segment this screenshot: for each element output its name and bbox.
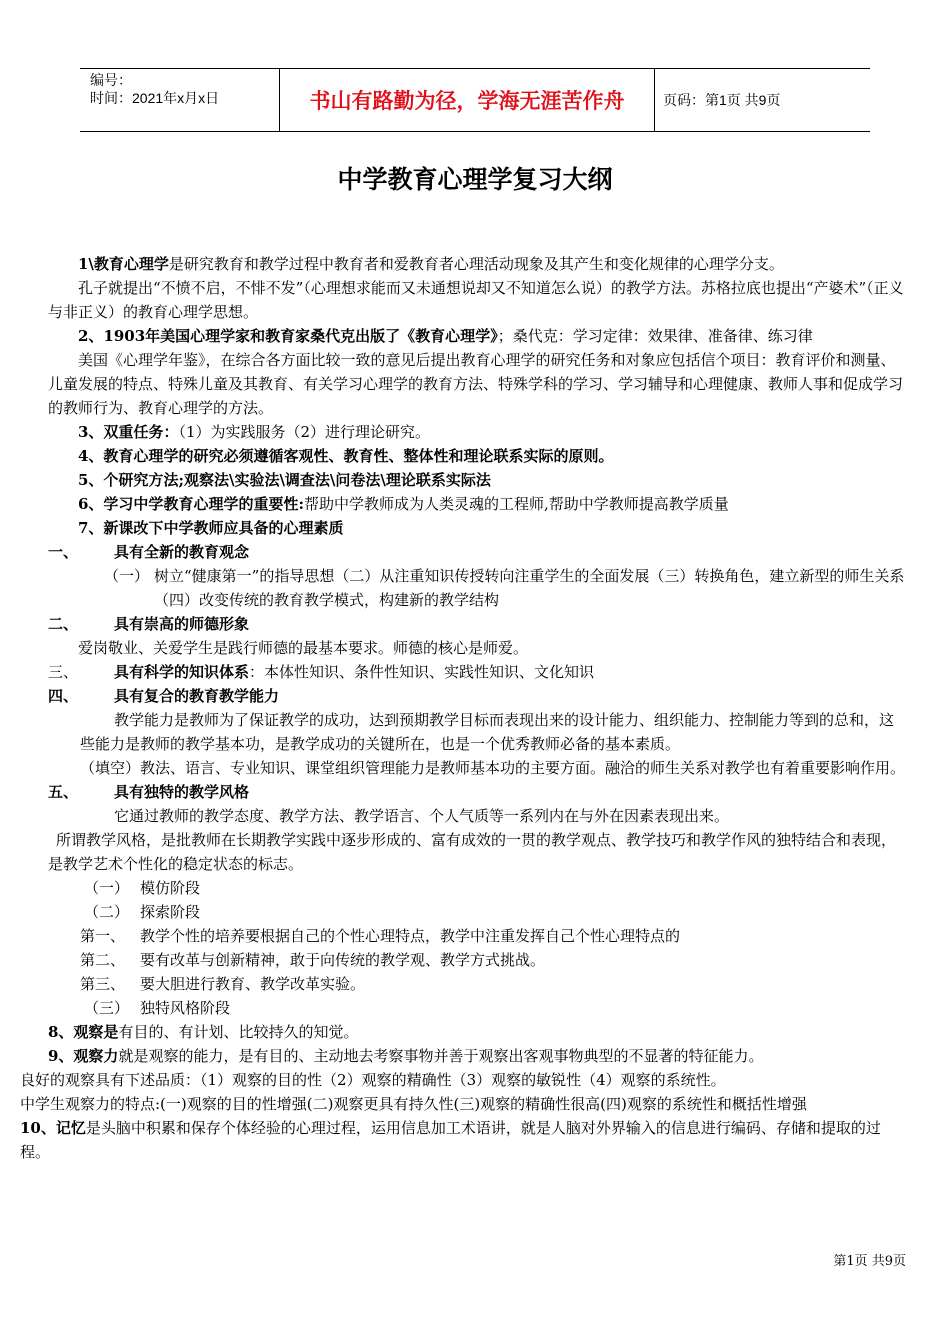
text: ；桑代克：学习定律：效果律、准备律、练习律 <box>497 327 813 345</box>
text: 是研究教育和教学过程中教育者和爱教育者心理活动现象及其产生和变化规律的心理学分支。 <box>168 255 784 273</box>
paragraph: 爱岗敬业、关爱学生是践行师德的最基本要求。师德的核心是师爱。 <box>78 639 529 657</box>
paragraph <box>48 252 908 276</box>
list-item <box>48 876 908 900</box>
section-heading <box>48 780 908 804</box>
term: 2、1903年美国心理学家和教育家桑代克出版了《教育心理学》 <box>78 327 498 345</box>
paragraph <box>48 420 908 444</box>
paragraph <box>48 1020 908 1044</box>
paragraph: 所谓教学风格，是批教师在长期教学实践中逐步形成的、富有成效的一贯的教学观点、教学技巧和教学作风的独特结合和表现，是教学艺术个性化的稳定状态的标志。 <box>48 831 897 873</box>
document-body <box>20 252 908 1164</box>
paragraph <box>48 1044 908 1068</box>
paragraph: 4、教育心理学的研究必须遵循客观性、教育性、整体性和理论联系实际的原则。 <box>78 447 614 465</box>
section-number: 一、 <box>48 543 79 561</box>
item-text: 教学个性的培养要根据自己的个性心理特点，教学中注重发挥自己个性心理特点的 <box>140 927 681 945</box>
time-label: 时间：2021年x月x日 <box>90 90 220 106</box>
term: 9、观察力 <box>48 1047 119 1065</box>
paragraph <box>20 1116 908 1164</box>
item-text: 模仿阶段 <box>140 879 201 897</box>
item-number: （一） <box>104 567 150 585</box>
section-number: 四、 <box>48 687 79 705</box>
header-motto: 书山有路勤为径，学海无涯苦作舟 <box>280 69 655 131</box>
paragraph: 中学生观察力的特点:(一)观察的目的性增强(二)观察更具有持久性(三)观察的精确性很高(四)观察的系统性和概括性增强 <box>20 1095 807 1113</box>
item-number: （二） <box>84 903 130 921</box>
item-text: 独特风格阶段 <box>140 999 231 1017</box>
item-text: 树立“健康第一”的指导思想（二）从注重知识传授转向注重学生的全面发展（三）转换角色，建立新型的师生关系（四）改变传统的教育教学模式，构建新的教学结构 <box>154 567 905 609</box>
section-title: 具有独特的教学风格 <box>114 783 250 801</box>
section-heading <box>48 612 908 636</box>
list-item <box>48 564 908 612</box>
text: （1）为实践服务（2）进行理论研究。 <box>178 423 431 441</box>
text: 就是观察的能力，是有目的、主动地去考察事物并善于观察出客观事物典型的不显著的特征能力。 <box>118 1047 764 1065</box>
section-heading <box>48 684 908 708</box>
term: 3、双重任务： <box>78 423 179 441</box>
item-number: 第一、 <box>80 927 126 945</box>
item-number: 第二、 <box>80 951 126 969</box>
section-title: 具有科学的知识体系 <box>114 663 250 681</box>
page-title: 中学教育心理学复习大纲 <box>337 165 613 194</box>
term: 1\教育心理学 <box>78 255 169 273</box>
text: ：本体性知识、条件性知识、实践性知识、文化知识 <box>249 663 595 681</box>
paragraph: 教学能力是教师为了保证教学的成功，达到预期教学目标而表现出来的设计能力、组织能力、控制能力等到的总和，这些能力是教师的教学基本功，是教学成功的关键所在，也是一个优秀教师必备的基本素质。 <box>80 711 895 753</box>
paragraph <box>48 492 908 516</box>
header-meta <box>80 69 280 131</box>
term: 6、学习中学教育心理学的重要性: <box>78 495 304 513</box>
item-text: 探索阶段 <box>140 903 201 921</box>
text: 帮助中学教师成为人类灵魂的工程师,帮助中学教师提高教学质量 <box>303 495 729 513</box>
paragraph: 良好的观察具有下述品质：（1）观察的目的性（2）观察的精确性（3）观察的敏锐性（4）观察的系统性。 <box>20 1071 726 1089</box>
page-header <box>80 68 870 132</box>
section-heading <box>48 540 908 564</box>
list-item <box>48 924 908 948</box>
list-item <box>48 948 908 972</box>
section-number: 五、 <box>48 783 79 801</box>
item-number: 第三、 <box>80 975 126 993</box>
paragraph: 5、个研究方法;观察法\实验法\调查法\问卷法\理论联系实际法 <box>78 471 491 489</box>
paragraph: 7、新课改下中学教师应具备的心理素质 <box>78 519 344 537</box>
list-item <box>48 996 908 1020</box>
section-title: 具有崇高的师德形象 <box>114 615 250 633</box>
list-item <box>48 972 908 996</box>
number-label: 编号： <box>90 72 132 88</box>
page-footer: 第1页 共9页 <box>833 1254 906 1269</box>
section-title: 具有全新的教育观念 <box>114 543 250 561</box>
paragraph: 它通过教师的教学态度、教学方法、教学语言、个人气质等一系列内在与外在因素表现出来。 <box>114 807 730 825</box>
paragraph <box>48 324 908 348</box>
text: 是头脑中积累和保存个体经验的心理过程，运用信息加工术语讲，就是人脑对外界输入的信息进行编码、存储和提取的过程。 <box>20 1119 881 1161</box>
item-number: （三） <box>84 999 130 1017</box>
header-page-code: 页码：第1页 共9页 <box>663 92 781 108</box>
term: 8、观察是 <box>48 1023 119 1041</box>
item-number: （一） <box>84 879 130 897</box>
item-text: 要有改革与创新精神，敢于向传统的教学观、教学方式挑战。 <box>140 951 546 969</box>
paragraph: 孔子就提出“不愤不启，不悱不发”（心理想求能而又未通想说却又不知道怎么说）的教学方法。苏格拉底也提出“产婆术”（正义与非正义）的教育心理学思想。 <box>48 279 904 321</box>
section-title: 具有复合的教育教学能力 <box>114 687 280 705</box>
item-text: 要大胆进行教育、教学改革实验。 <box>140 975 366 993</box>
term: 10、记忆 <box>20 1119 86 1137</box>
list-item <box>48 900 908 924</box>
text: 有目的、有计划、比较持久的知觉。 <box>118 1023 359 1041</box>
section-heading <box>48 660 908 684</box>
paragraph: （填空）教法、语言、专业知识、课堂组织管理能力是教师基本功的主要方面。融洽的师生关系对教学也有着重要影响作用。 <box>80 759 906 777</box>
paragraph: 美国《心理学年鉴》，在综合各方面比较一致的意见后提出教育心理学的研究任务和对象应包括信个项目：教育评价和测量、儿童发展的特点、特殊儿童及其教育、有关学习心理学的教育方法、特殊学科的学习、学习辅导和心理健康、教师人事和促成学习的教师行为、教育心理学的方法。 <box>48 351 904 417</box>
section-number: 三、 <box>48 663 79 681</box>
section-number: 二、 <box>48 615 79 633</box>
